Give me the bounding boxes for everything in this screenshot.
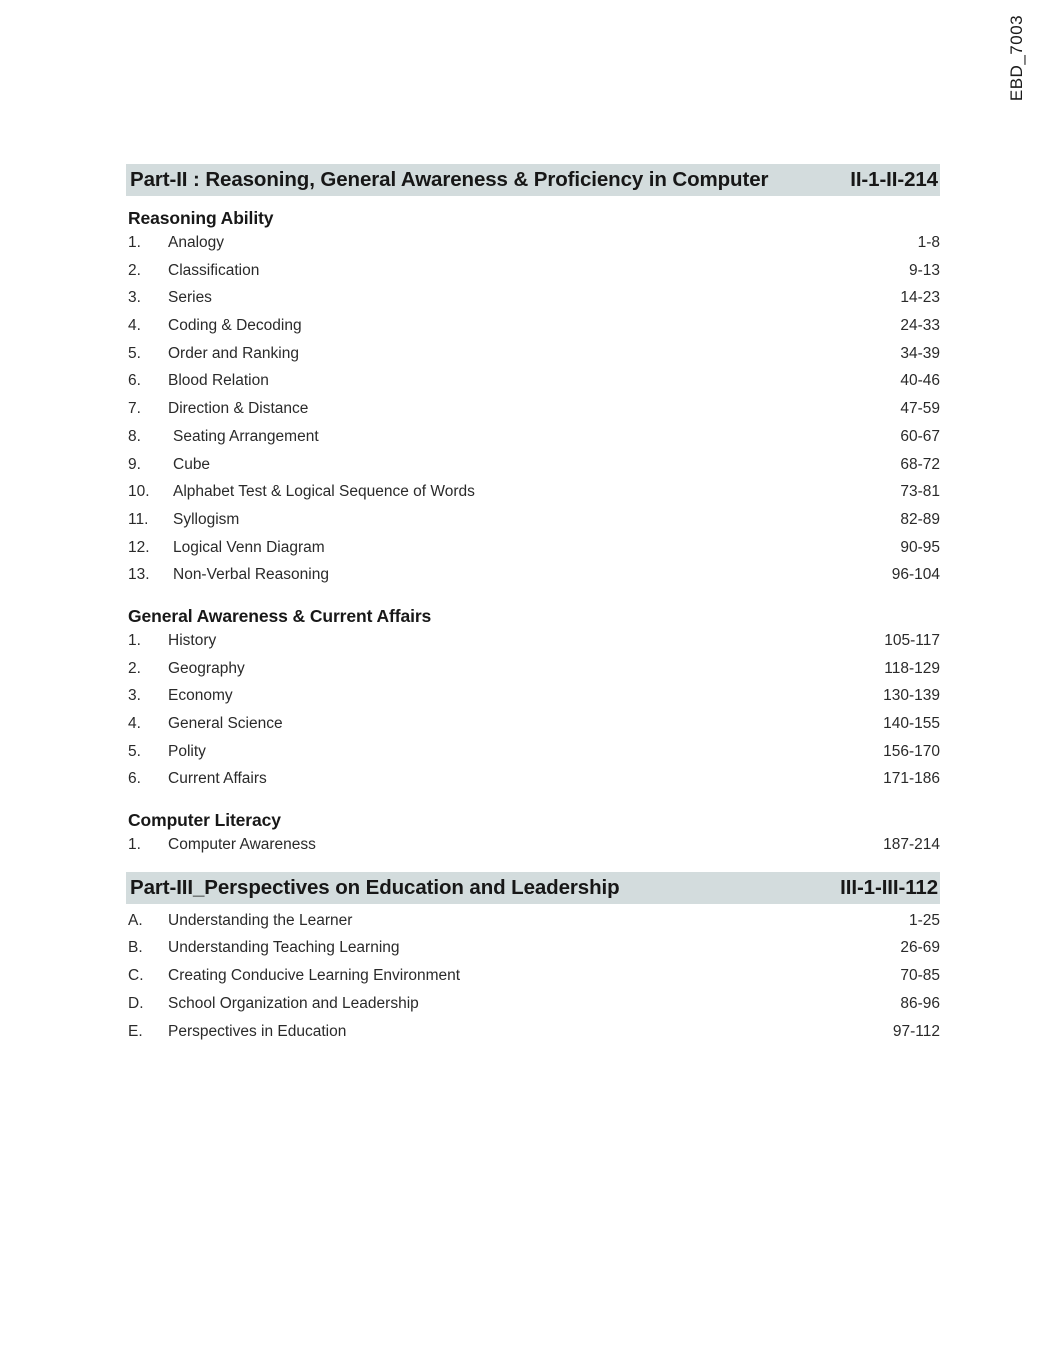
part-band-part-ii: [126, 164, 940, 196]
part-ii-pages: II-1-II-214: [850, 168, 938, 191]
toc-row-label: Syllogism: [173, 510, 240, 528]
section-heading-reasoning-ability: Reasoning Ability: [128, 208, 274, 228]
section-heading-general-awareness: General Awareness & Current Affairs: [128, 605, 432, 626]
toc-row-number: 4.: [128, 317, 141, 335]
toc-row-label: Cube: [173, 455, 211, 473]
toc-row-pages: 90-95: [900, 538, 940, 556]
toc-row-pages: 187-214: [883, 836, 940, 854]
toc-row-pages: 9-13: [908, 261, 940, 279]
toc-row[interactable]: [126, 428, 940, 456]
toc-row[interactable]: [126, 539, 940, 567]
toc-row[interactable]: [126, 511, 940, 539]
toc-row-number: 2.: [128, 659, 141, 677]
toc-row-number: A.: [128, 911, 143, 929]
toc-row-label: Current Affairs: [168, 770, 267, 788]
toc-row-pages: 40-46: [900, 372, 940, 390]
toc-row[interactable]: [126, 660, 940, 688]
toc-row-label: Coding & Decoding: [168, 317, 302, 335]
part-band-part-iii: [126, 872, 940, 904]
toc-row[interactable]: [126, 400, 940, 428]
toc-row-pages: 70-85: [900, 967, 940, 985]
toc-row[interactable]: [126, 262, 940, 290]
toc-page: [126, 0, 940, 1050]
toc-list-part-iii: [126, 912, 940, 1050]
toc-row-pages: 86-96: [900, 994, 940, 1012]
part-iii-list-spacer: [126, 904, 940, 912]
toc-row-label: Series: [168, 289, 212, 307]
toc-row-pages: 1-8: [917, 234, 940, 251]
toc-row-pages: 171-186: [883, 770, 940, 788]
toc-row[interactable]: [126, 715, 940, 743]
toc-row-label: Analogy: [168, 234, 225, 251]
toc-row-number: 9.: [128, 455, 141, 473]
toc-row-number: 1.: [128, 234, 141, 251]
toc-row-number: 11.: [128, 510, 149, 528]
toc-row-label: Geography: [168, 659, 245, 677]
toc-list-computer-literacy: [126, 836, 940, 864]
toc-row-number: 5.: [128, 742, 141, 760]
part-iii-title: Part-III_Perspectives on Education and Leadership: [130, 875, 620, 899]
toc-row-label: Understanding Teaching Learning: [168, 939, 400, 957]
toc-row-pages: 26-69: [900, 939, 940, 957]
toc-row-pages: 96-104: [891, 566, 940, 584]
toc-row[interactable]: [126, 632, 940, 660]
toc-row[interactable]: [126, 566, 940, 594]
toc-row-label: Perspectives in Education: [168, 1022, 347, 1040]
toc-row-label: Alphabet Test & Logical Sequence of Words: [173, 483, 475, 501]
toc-row-number: 6.: [128, 372, 141, 390]
toc-row-pages: 130-139: [883, 687, 940, 705]
toc-row-number: 1.: [128, 631, 141, 649]
toc-row-pages: 68-72: [900, 455, 940, 473]
book-code-vertical: [990, 0, 1044, 140]
toc-row[interactable]: [126, 456, 940, 484]
top-spacer: [126, 0, 940, 164]
toc-row-label: School Organization and Leadership: [168, 994, 419, 1012]
toc-row-pages: 1-25: [908, 911, 940, 929]
toc-list-reasoning-ability: [126, 234, 940, 594]
toc-row-number: 4.: [128, 715, 141, 732]
toc-row-number: 8.: [128, 427, 141, 445]
part-iii-spacer: [126, 864, 940, 872]
toc-row-label: Understanding the Learner: [168, 911, 353, 929]
toc-row-number: 2.: [128, 261, 141, 279]
toc-row-label: Direction & Distance: [168, 400, 309, 418]
toc-row[interactable]: [126, 770, 940, 798]
toc-row-label: Creating Conducive Learning Environment: [168, 967, 461, 985]
toc-row[interactable]: [126, 939, 940, 967]
toc-row-pages: 156-170: [883, 742, 940, 760]
toc-row-pages: 14-23: [900, 289, 940, 307]
toc-row-number: C.: [128, 967, 144, 985]
toc-row-label: Blood Relation: [168, 372, 269, 390]
toc-row[interactable]: [126, 1023, 940, 1051]
toc-row-label: Classification: [168, 261, 260, 279]
toc-row-number: 3.: [128, 289, 141, 307]
toc-row-number: 6.: [128, 770, 141, 788]
toc-row[interactable]: [126, 995, 940, 1023]
toc-row-pages: 34-39: [900, 344, 940, 362]
toc-row-number: D.: [128, 994, 144, 1012]
toc-row[interactable]: [126, 234, 940, 262]
toc-row-number: 1.: [128, 836, 141, 854]
toc-row[interactable]: [126, 687, 940, 715]
toc-row[interactable]: [126, 345, 940, 373]
toc-row-number: 10.: [128, 483, 150, 501]
toc-row-label: Seating Arrangement: [173, 427, 319, 445]
toc-row[interactable]: [126, 836, 940, 864]
toc-row-pages: 24-33: [900, 317, 940, 335]
toc-row[interactable]: [126, 743, 940, 771]
toc-row-number: 3.: [128, 687, 141, 705]
toc-row[interactable]: [126, 912, 940, 940]
toc-row-pages: 105-117: [884, 631, 940, 649]
toc-row-label: Logical Venn Diagram: [173, 538, 325, 556]
toc-row-pages: 73-81: [900, 483, 940, 501]
toc-list-general-awareness: [126, 632, 940, 798]
toc-row-pages: 97-112: [892, 1022, 940, 1040]
toc-row-pages: 47-59: [900, 400, 940, 418]
toc-row-number: E.: [128, 1022, 143, 1040]
toc-row-label: Polity: [168, 742, 206, 760]
toc-row[interactable]: [126, 317, 940, 345]
toc-row-label: History: [168, 631, 217, 649]
toc-row-label: General Science: [168, 715, 283, 732]
toc-row-pages: 118-129: [884, 659, 940, 677]
toc-row-number: 5.: [128, 344, 141, 362]
toc-row[interactable]: [126, 372, 940, 400]
part-ii-title: Part-II : Reasoning, General Awareness & Proficiency in Computer: [130, 168, 769, 191]
toc-row-label: Economy: [168, 687, 233, 705]
toc-row-number: 7.: [128, 400, 141, 418]
toc-row-pages: 82-89: [900, 510, 940, 528]
toc-row-pages: 60-67: [900, 427, 940, 445]
part-iii-pages: III-1-III-112: [840, 875, 938, 899]
toc-row[interactable]: [126, 289, 940, 317]
book-code-text: EBD_7003: [1007, 14, 1027, 102]
toc-row[interactable]: [126, 967, 940, 995]
toc-row-number: 13.: [128, 566, 150, 584]
toc-row-number: 12.: [128, 538, 150, 556]
toc-row-label: Order and Ranking: [168, 344, 299, 362]
toc-row-label: Non-Verbal Reasoning: [173, 566, 329, 584]
toc-row-number: B.: [128, 939, 143, 957]
toc-row[interactable]: [126, 483, 940, 511]
toc-row-label: Computer Awareness: [168, 836, 316, 854]
section-heading-computer-literacy: Computer Literacy: [128, 810, 281, 831]
toc-row-pages: 140-155: [883, 715, 940, 732]
